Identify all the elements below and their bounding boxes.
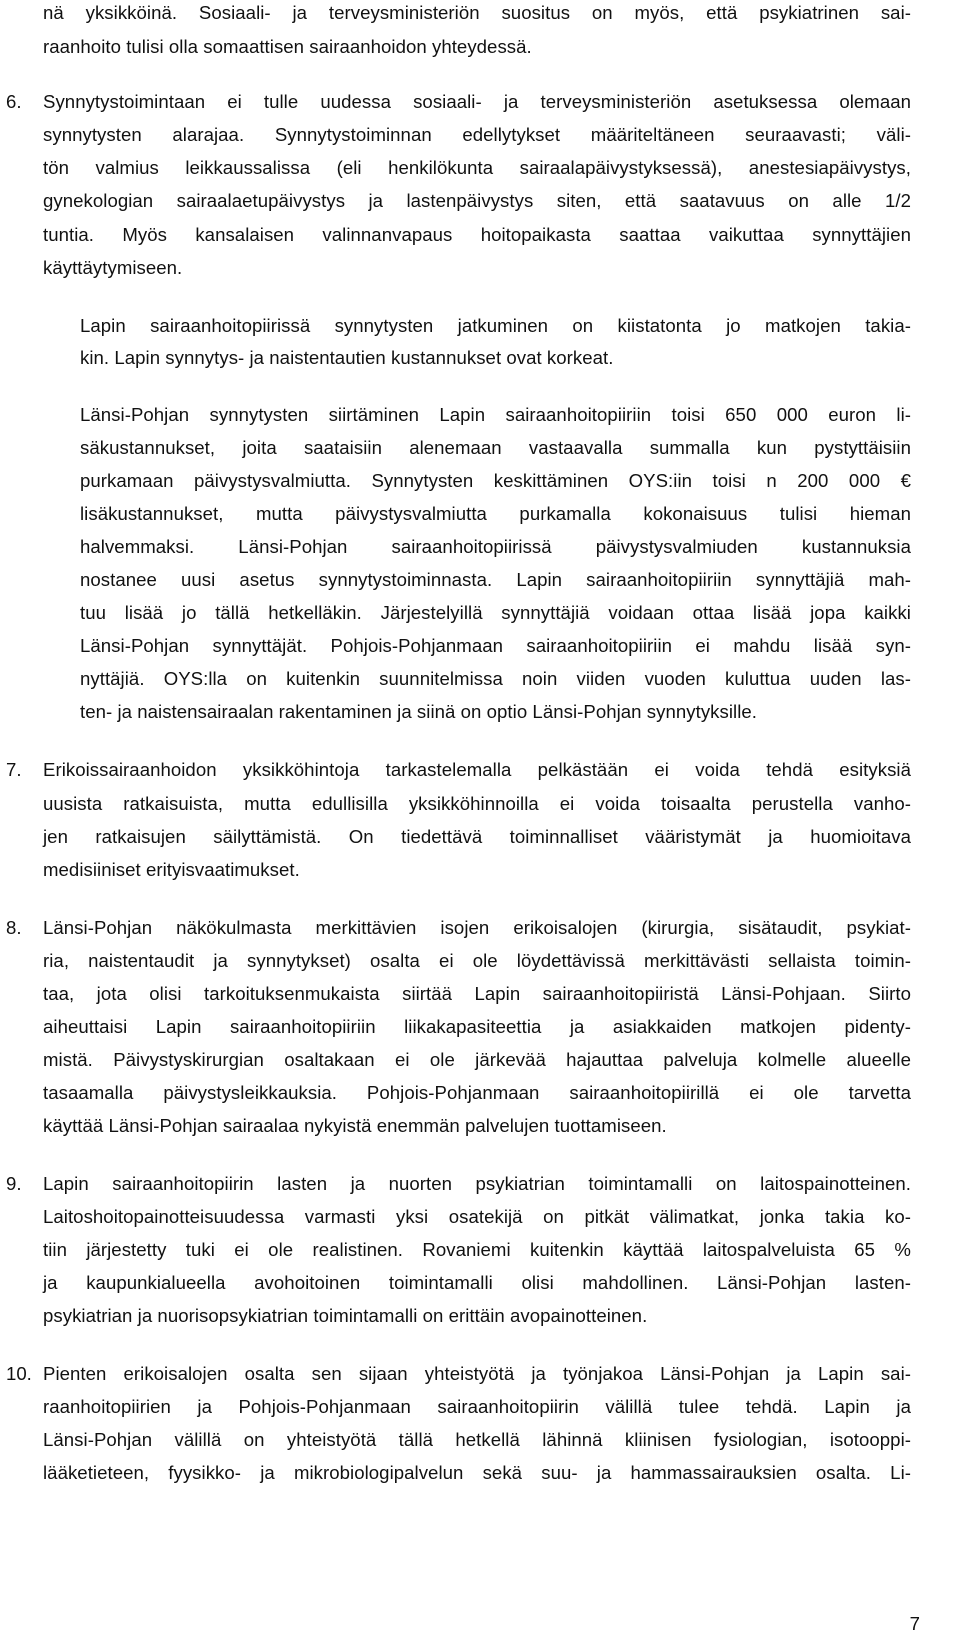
- paragraph-line: medisiiniset erityisvaatimukset.: [43, 859, 300, 880]
- paragraph-line: Länsi-Pohjan näkökulmasta merkittävien isojen erikoisalojen (kirurgia, sisätaudit, psykiat-: [43, 917, 911, 938]
- paragraph-line: Erikoissairaanhoidon yksikköhintoja tarkastelemalla pelkästään ei voida tehdä esityksiä: [43, 759, 911, 780]
- paragraph-line: gynekologian sairaalaetupäivystys ja lastenpäivystys siten, että saatavuus on alle 1/2: [43, 190, 911, 211]
- paragraph-line: Synnytystoimintaan ei tulle uudessa sosiaali- ja terveysministeriön asetuksessa olemaan: [43, 91, 911, 112]
- paragraph-line: Pienten erikoisalojen osalta sen sijaan yhteistyötä ja työnjakoa Länsi-Pohjan ja Lapin sai-: [43, 1363, 911, 1384]
- page-number: 7: [909, 1613, 920, 1634]
- paragraph-line: käyttäytymiseen.: [43, 257, 183, 278]
- paragraph-line: lääketieteen, fyysikko- ja mikrobiologipalvelun sekä suu- ja hammassairauksien osalta. Li-: [43, 1462, 911, 1483]
- paragraph-line: nyttäjiä. OYS:lla on kuitenkin suunnitelmissa noin viiden vuoden kuluttua uuden las-: [80, 668, 911, 689]
- list-number: 8.: [6, 917, 22, 938]
- paragraph-line: nostanee uusi asetus synnytystoiminnasta. Lapin sairaanhoitopiiriin synnyttäjiä mah-: [80, 569, 911, 590]
- paragraph-line: nä yksikköinä. Sosiaali- ja terveysministeriön suositus on myös, että psykiatrinen sai-: [43, 2, 911, 23]
- paragraph-line: ten- ja naistensairaalan rakentaminen ja siinä on optio Länsi-Pohjan synnytyksille.: [80, 701, 758, 722]
- paragraph-line: lisäkustannukset, mutta päivystysvalmiutta purkamalla kokonaisuus tulisi hieman: [80, 503, 911, 524]
- paragraph-line: Laitoshoitopainotteisuudessa varmasti yksi osatekijä on pitkät välimatkat, jonka takia ko-: [43, 1206, 911, 1227]
- paragraph-line: tasaamalla päivystysleikkauksia. Pohjois-Pohjanmaan sairaanhoitopiirillä ei ole tarvetta: [43, 1082, 911, 1103]
- paragraph-line: taa, jota olisi tarkoituksenmukaista siirtää Lapin sairaanhoitopiiristä Länsi-Pohjaan. Siirto: [43, 983, 911, 1004]
- paragraph-line: ja kaupunkialueella avohoitoinen toimintamalli olisi mahdollinen. Länsi-Pohjan lasten-: [43, 1272, 911, 1293]
- paragraph-line: purkamaan päivystysvalmiutta. Synnytysten keskittäminen OYS:iin toisi n 200 000 €: [80, 470, 911, 491]
- paragraph-line: mistä. Päivystyskirurgian osaltakaan ei ole järkevää hajauttaa palveluja kolmelle alueelle: [43, 1049, 911, 1070]
- paragraph-line: jen ratkaisujen säilyttämistä. On tiedettävä toiminnalliset vääristymät ja huomioitava: [43, 826, 911, 847]
- paragraph-line: tuu lisää jo tällä hetkelläkin. Järjestelyillä synnyttäjiä voidaan ottaa lisää jopa kaikki: [80, 602, 911, 623]
- list-number: 10.: [6, 1363, 32, 1384]
- paragraph-line: kin. Lapin synnytys- ja naistentautien kustannukset ovat korkeat.: [80, 347, 614, 368]
- paragraph-line: tön valmius leikkaussalissa (eli henkilökunta sairaalapäivystyksessä), anestesiapäivystys,: [43, 157, 911, 178]
- paragraph-line: uusista ratkaisuista, mutta edullisilla yksikköhinnoilla ei voida toisaalta perustella vanho-: [43, 793, 911, 814]
- paragraph-line: tuntia. Myös kansalaisen valinnanvapaus hoitopaikasta saattaa vaikuttaa synnyttäjien: [43, 224, 911, 245]
- paragraph-line: Lapin sairaanhoitopiirissä synnytysten jatkuminen on kiistatonta jo matkojen takia-: [80, 315, 911, 336]
- paragraph-line: ria, naistentaudit ja synnytykset) osalta ei ole löydettävissä merkittävästi sellaista toimin-: [43, 950, 911, 971]
- paragraph-line: käyttää Länsi-Pohjan sairaalaa nykyistä enemmän palvelujen tuottamiseen.: [43, 1115, 667, 1136]
- paragraph-line: psykiatrian ja nuorisopsykiatrian toimintamalli on erittäin avopainotteinen.: [43, 1305, 648, 1326]
- list-number: 9.: [6, 1173, 22, 1194]
- paragraph-line: raanhoitopiirien ja Pohjois-Pohjanmaan sairaanhoitopiirin välillä tulee tehdä. Lapin ja: [43, 1396, 911, 1417]
- paragraph-line: aiheuttaisi Lapin sairaanhoitopiiriin liikakapasiteettia ja asiakkaiden matkojen pidenty-: [43, 1016, 911, 1037]
- paragraph-line: Länsi-Pohjan välillä on yhteistyötä tällä hetkellä lähinnä kliinisen fysiologian, isotooppi-: [43, 1429, 911, 1450]
- list-number: 7.: [6, 759, 22, 780]
- paragraph-line: synnytysten alarajaa. Synnytystoiminnan edellytykset määriteltäneen seuraavasti; väli-: [43, 124, 911, 145]
- paragraph-line: säkustannukset, joita saataisiin alenemaan vastaavalla summalla kun pystyttäisiin: [80, 437, 911, 458]
- paragraph-line: Länsi-Pohjan synnytysten siirtäminen Lapin sairaanhoitopiiriin toisi 650 000 euron li-: [80, 404, 911, 425]
- paragraph-line: Länsi-Pohjan synnyttäjät. Pohjois-Pohjanmaan sairaanhoitopiiriin ei mahdu lisää syn-: [80, 635, 911, 656]
- paragraph-line: tiin järjestetty tuki ei ole realistinen. Rovaniemi kuitenkin käyttää laitospalveluista 65 %: [43, 1239, 911, 1260]
- list-number: 6.: [6, 91, 22, 112]
- paragraph-line: halvemmaksi. Länsi-Pohjan sairaanhoitopiirissä päivystysvalmiuden kustannuksia: [80, 536, 911, 557]
- paragraph-line: raanhoito tulisi olla somaattisen sairaanhoidon yhteydessä.: [43, 36, 532, 57]
- paragraph-line: Lapin sairaanhoitopiirin lasten ja nuorten psykiatrian toimintamalli on laitospainotteinen.: [43, 1173, 911, 1194]
